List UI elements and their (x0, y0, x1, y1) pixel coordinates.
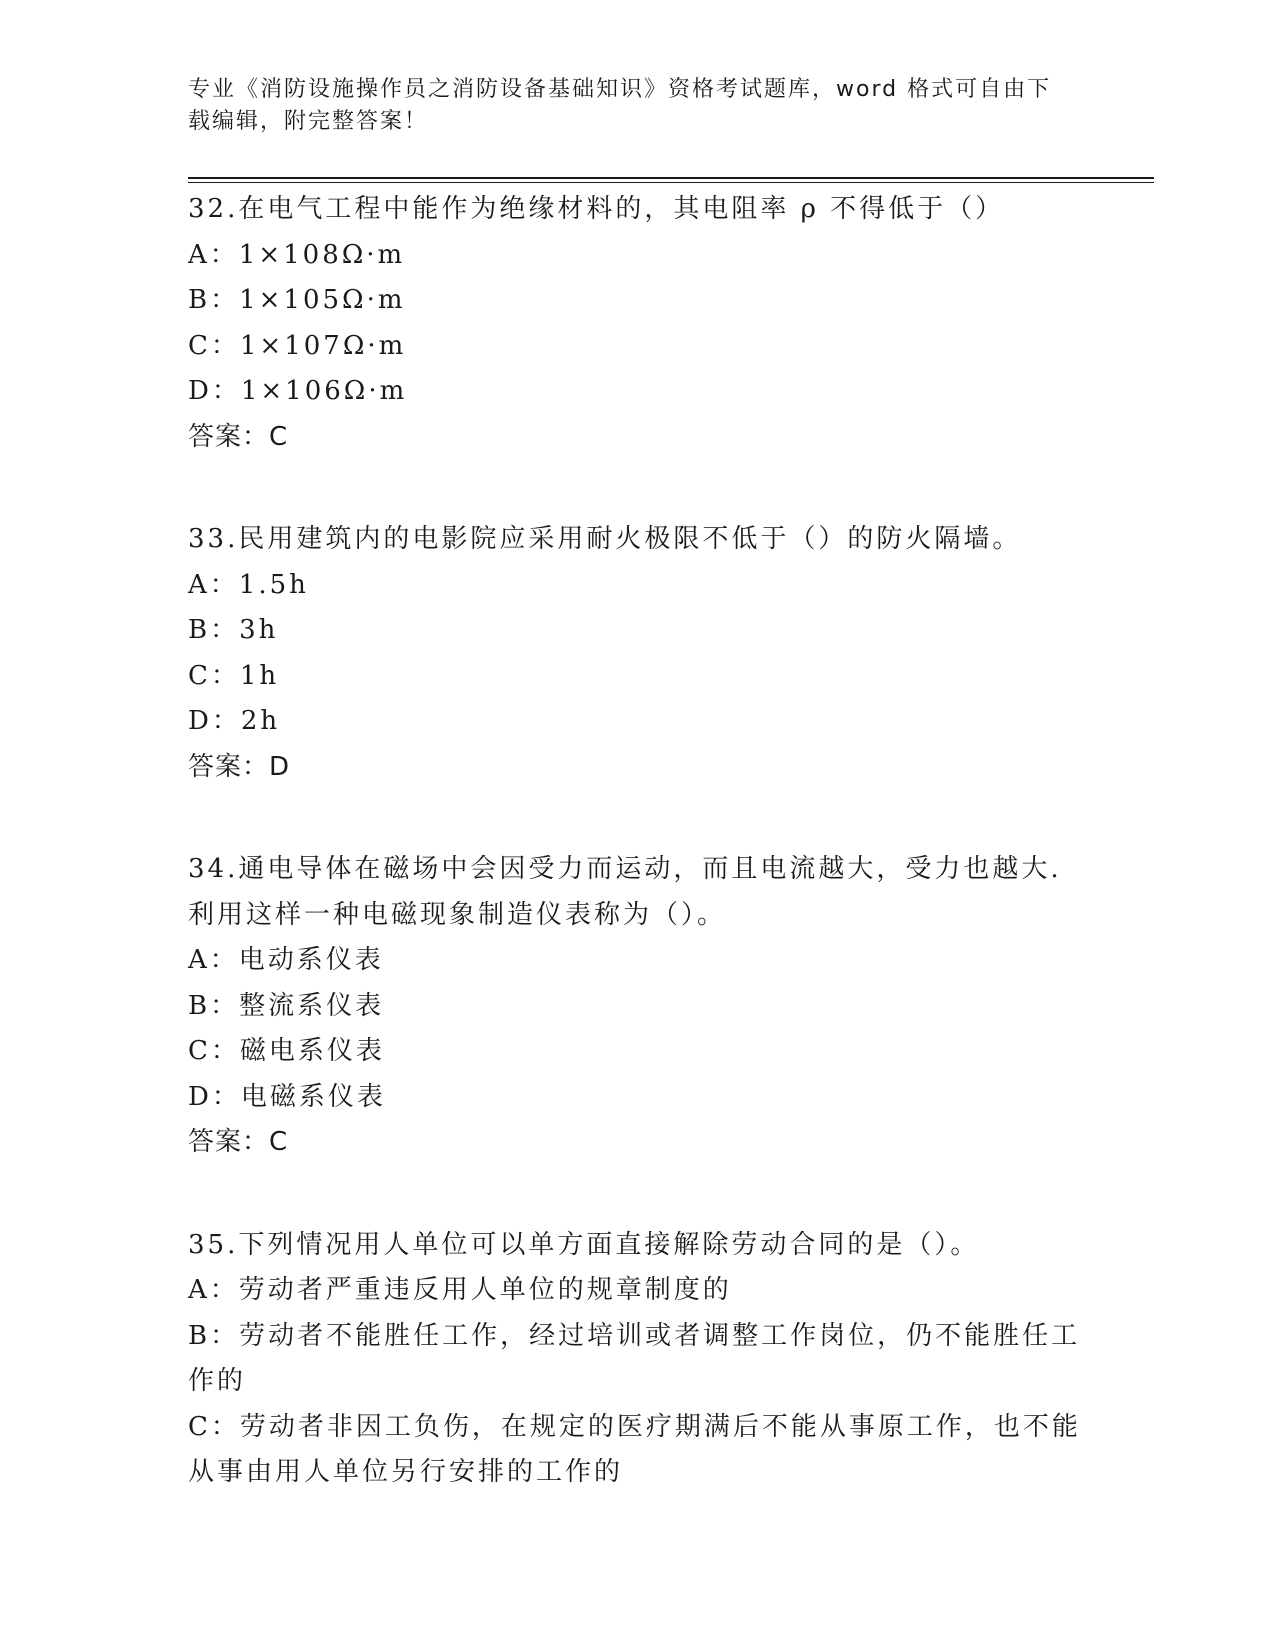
option-c: C：1×107Ω·m (188, 330, 407, 361)
question-32 (188, 187, 1088, 460)
option-b: B：1×105Ω·m (188, 285, 406, 315)
option-d: D：2h (188, 706, 281, 736)
question-34 (188, 847, 1088, 1166)
header-divider-thin (188, 182, 1154, 183)
answer-line: 答案：C (188, 421, 289, 452)
question-stem: 34.通电导体在磁场中会因受力而运动，而且电流越大，受力也越大.利用这样一种电磁现象制造仪表称为（）。 (188, 854, 1062, 930)
document-header: 专业《消防设施操作员之消防设备基础知识》资格考试题库，word 格式可自由下载编辑，附完整答案！ (188, 77, 1052, 134)
option-a: A：1.5h (188, 569, 309, 600)
question-35 (188, 1223, 1088, 1496)
question-stem: 32.在电气工程中能作为绝缘材料的，其电阻率 ρ 不得低于（） (188, 194, 1005, 224)
option-d: D：电磁系仪表 (188, 1081, 386, 1112)
question-33 (188, 517, 1088, 790)
option-a: A：劳动者严重违反用人单位的规章制度的 (188, 1275, 732, 1305)
answer-line: 答案：D (188, 751, 291, 782)
option-b: B：整流系仪表 (188, 990, 385, 1021)
option-c: C：劳动者非因工负伤，在规定的医疗期满后不能从事原工作，也不能从事由用人单位另行安排的工作的 (188, 1411, 1081, 1487)
question-stem: 33.民用建筑内的电影院应采用耐火极限不低于（）的防火隔墙。 (188, 524, 1022, 554)
option-b: B：劳动者不能胜任工作，经过培训或者调整工作岗位，仍不能胜任工作的 (188, 1320, 1081, 1396)
header-divider-thick (188, 177, 1154, 179)
option-c: C：1h (188, 660, 280, 691)
answer-line: 答案：C (188, 1127, 289, 1157)
option-c: C：磁电系仪表 (188, 1036, 385, 1066)
option-b: B：3h (188, 615, 279, 645)
option-a: A：电动系仪表 (188, 945, 384, 975)
option-a: A：1×108Ω·m (188, 239, 406, 270)
option-d: D：1×106Ω·m (188, 376, 408, 406)
question-stem: 35.下列情况用人单位可以单方面直接解除劳动合同的是（）。 (188, 1229, 980, 1260)
question-list (188, 187, 1088, 1553)
